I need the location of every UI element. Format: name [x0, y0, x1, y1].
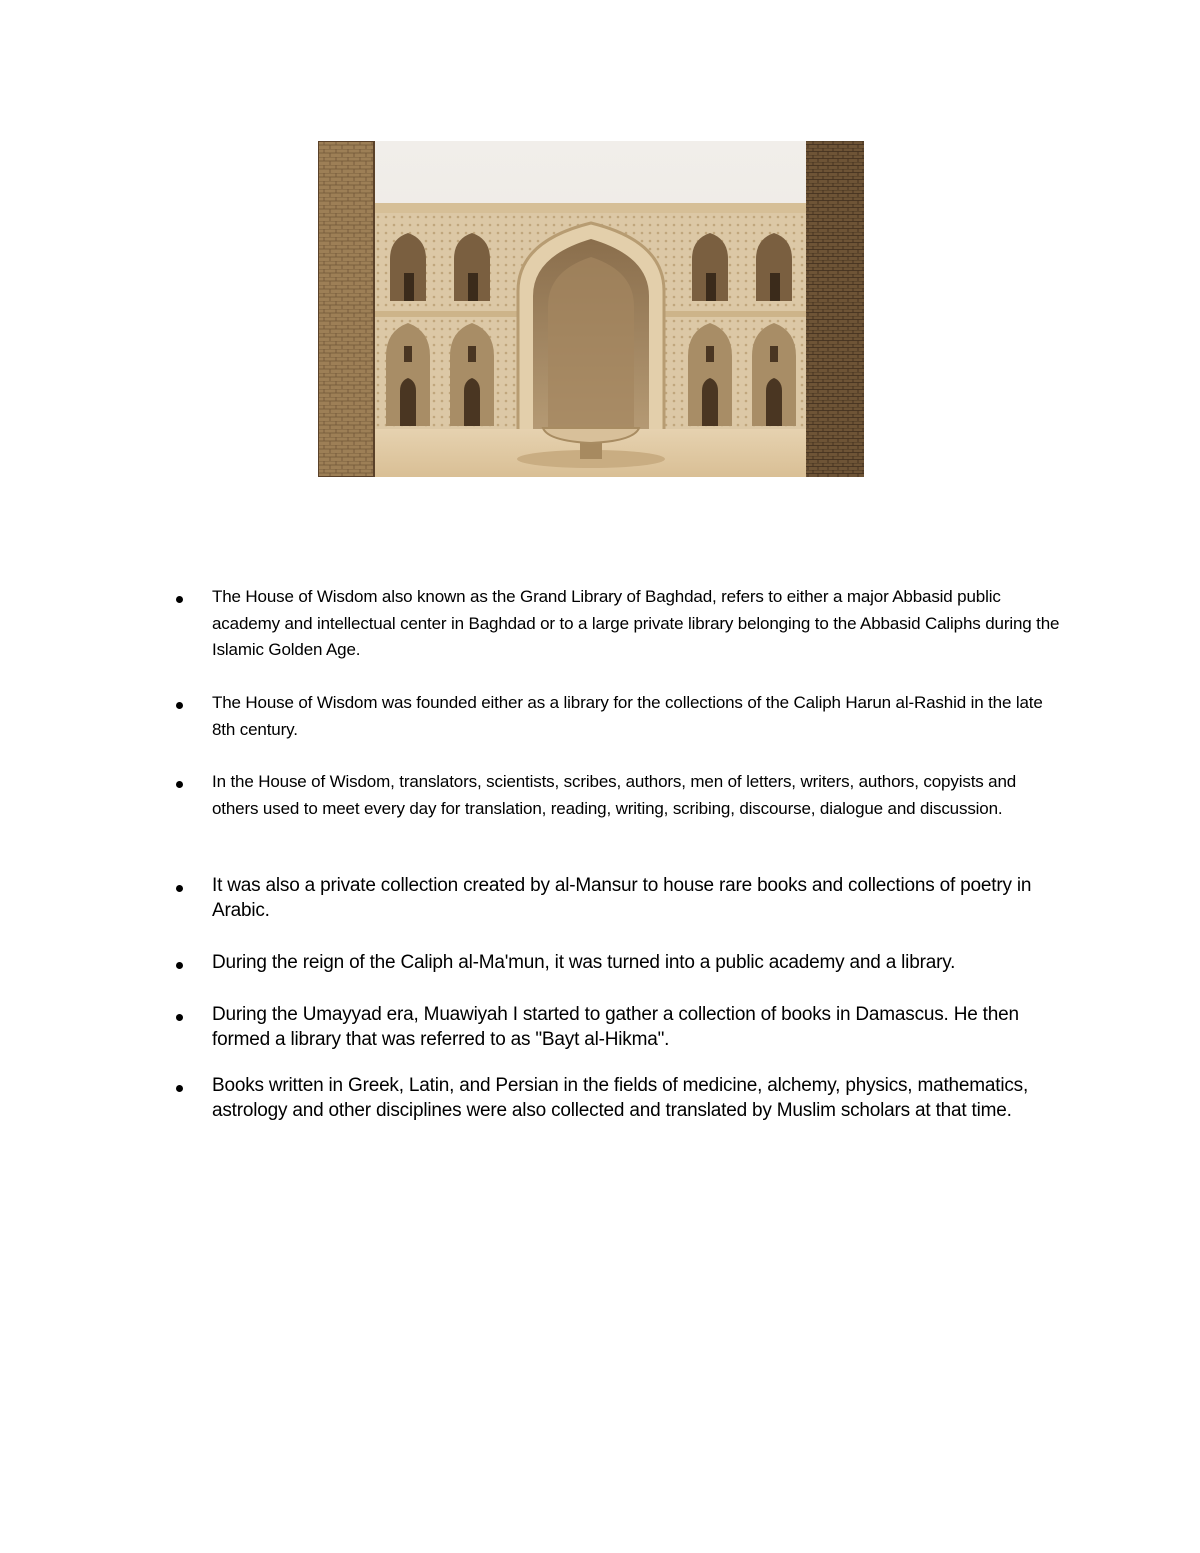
bullet-dot — [176, 702, 183, 709]
bullet-dot — [176, 1085, 183, 1092]
bullet-text: During the Umayyad era, Muawiyah I started to gather a collection of books in Damascus. He then formed a library that was referred to as "Bayt al-Hikma". — [212, 1004, 1019, 1050]
bullet-text: Books written in Greek, Latin, and Persian in the fields of medicine, alchemy, physics, mathematics, astrology and other disciplines were also collected and translated by Muslim scholars at that time. — [212, 1075, 1029, 1121]
bullet-text: In the House of Wisdom, translators, scientists, scribes, authors, men of letters, writers, authors, copyists and others used to meet every day for translation, reading, writing, scribing, discourse, dialogue and discussion. — [212, 772, 1017, 818]
bullet-text: The House of Wisdom also known as the Grand Library of Baghdad, refers to either a major Abbasid public academy and intellectual center in Baghdad or to a large private library belonging to the Abbasid Caliphs during the Islamic Golden Age. — [212, 587, 1060, 659]
bullet-dot — [176, 1014, 183, 1021]
bullet-dot — [176, 596, 183, 603]
bullet-text: The House of Wisdom was founded either as a library for the collections of the Caliph Harun al-Rashid in the late 8th century. — [212, 693, 1043, 739]
bullet-dot — [176, 781, 183, 788]
bullet-dot — [176, 962, 183, 969]
bullet-text: It was also a private collection created by al-Mansur to house rare books and collections of poetry in Arabic. — [212, 875, 1032, 921]
bullet-dot — [176, 885, 183, 892]
bullet-text: During the reign of the Caliph al-Ma'mun, it was turned into a public academy and a library. — [212, 952, 956, 973]
